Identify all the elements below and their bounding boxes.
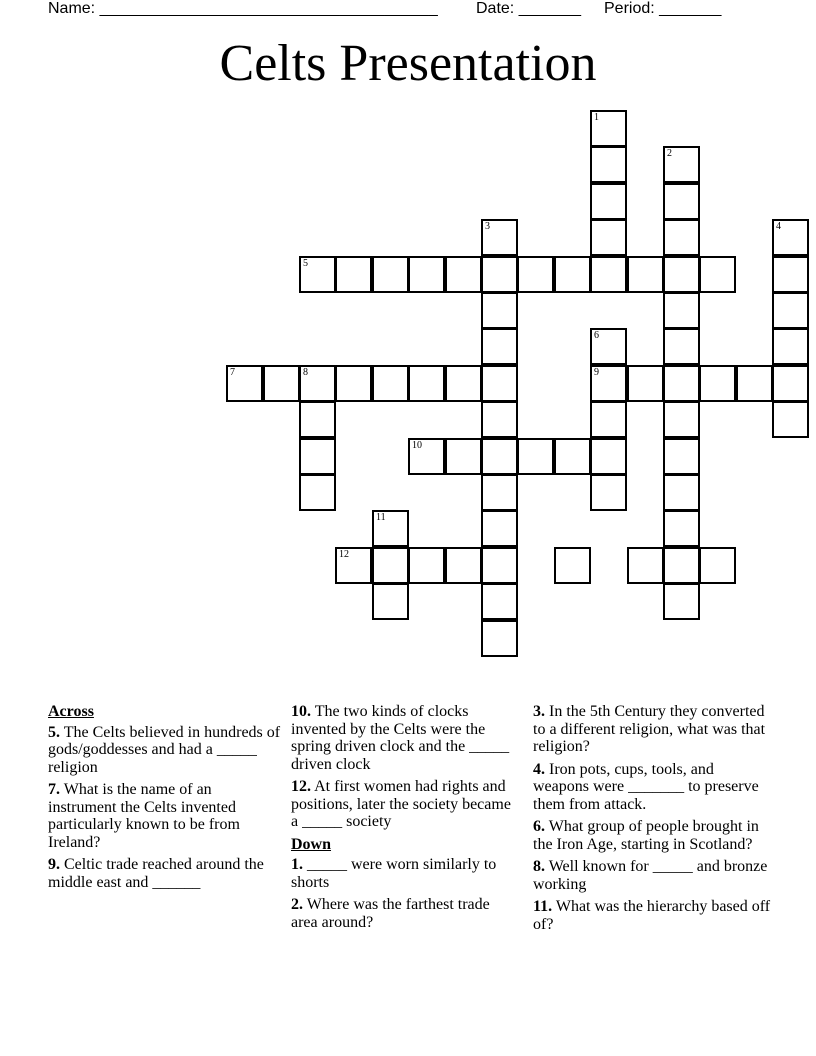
grid-cell[interactable] — [481, 219, 518, 256]
grid-cell[interactable] — [554, 438, 591, 475]
grid-cell[interactable] — [481, 256, 518, 293]
grid-cell[interactable] — [299, 365, 336, 402]
grid-cell[interactable] — [445, 256, 482, 293]
grid-cell[interactable] — [481, 401, 518, 438]
grid-cell[interactable] — [663, 547, 700, 584]
grid-cell[interactable] — [590, 474, 627, 511]
grid-cell[interactable] — [481, 438, 518, 475]
clue-across-10: 10. The two kinds of clocks invented by the Celts were the spring driven clock and the _____ driven clock — [291, 703, 510, 773]
grid-cell[interactable] — [335, 547, 372, 584]
grid-cell[interactable] — [590, 219, 627, 256]
grid-cell[interactable] — [299, 401, 336, 438]
clue-number-label: 8 — [303, 367, 308, 378]
grid-cell[interactable] — [663, 510, 700, 547]
grid-cell[interactable] — [772, 401, 809, 438]
grid-cell[interactable] — [372, 547, 409, 584]
grid-cell[interactable] — [335, 365, 372, 402]
grid-cell[interactable] — [554, 547, 591, 584]
grid-cell[interactable] — [372, 510, 409, 547]
grid-cell[interactable] — [299, 438, 336, 475]
grid-cell[interactable] — [663, 256, 700, 293]
grid-cell[interactable] — [627, 256, 664, 293]
grid-cell[interactable] — [590, 401, 627, 438]
grid-cell[interactable] — [372, 256, 409, 293]
grid-cell[interactable] — [408, 365, 445, 402]
grid-cell[interactable] — [772, 256, 809, 293]
grid-cell[interactable] — [590, 438, 627, 475]
grid-cell[interactable] — [481, 547, 518, 584]
date-field-label: Date: _______ — [476, 0, 581, 17]
clue-number-label: 5 — [303, 258, 308, 269]
grid-cell[interactable] — [481, 510, 518, 547]
grid-cell[interactable] — [699, 365, 736, 402]
clue-down-3: 3. In the 5th Century they converted to a different religion, what was that religion? — [533, 703, 766, 755]
clue-number-label: 2 — [667, 148, 672, 159]
clues-column-1 — [48, 703, 284, 896]
clue-number-label: 6 — [594, 330, 599, 341]
grid-cell[interactable] — [663, 146, 700, 183]
grid-cell[interactable] — [481, 474, 518, 511]
grid-cell[interactable] — [590, 328, 627, 365]
grid-cell[interactable] — [772, 292, 809, 329]
clue-number-label: 9 — [594, 367, 599, 378]
grid-cell[interactable] — [481, 620, 518, 657]
grid-cell[interactable] — [481, 328, 518, 365]
clue-number-label: 1 — [594, 112, 599, 123]
grid-cell[interactable] — [263, 365, 300, 402]
grid-cell[interactable] — [481, 583, 518, 620]
grid-cell[interactable] — [736, 365, 773, 402]
clue-number-label: 11 — [376, 512, 386, 523]
clue-across-12: 12. At first women had rights and positions, later the society became a _____ society — [291, 778, 511, 830]
grid-cell[interactable] — [517, 438, 554, 475]
grid-cell[interactable] — [226, 365, 263, 402]
clue-number-label: 12 — [339, 549, 349, 560]
grid-cell[interactable] — [372, 583, 409, 620]
grid-cell[interactable] — [481, 292, 518, 329]
grid-cell[interactable] — [445, 365, 482, 402]
clue-across-9: 9. Celtic trade reached around the middle east and ______ — [48, 856, 264, 891]
grid-cell[interactable] — [663, 219, 700, 256]
grid-cell[interactable] — [699, 547, 736, 584]
grid-cell[interactable] — [663, 583, 700, 620]
grid-cell[interactable] — [663, 292, 700, 329]
grid-cell[interactable] — [663, 474, 700, 511]
grid-cell[interactable] — [408, 547, 445, 584]
grid-cell[interactable] — [445, 547, 482, 584]
clue-across-5: 5. The Celts believed in hundreds of gods/goddesses and had a _____ religion — [48, 723, 281, 776]
clue-down-4: 4. Iron pots, cups, tools, and weapons were _______ to preserve them from attack. — [533, 760, 759, 813]
clues-column-3 — [533, 703, 773, 938]
clue-number-label: 10 — [412, 440, 422, 451]
grid-cell[interactable] — [408, 438, 445, 475]
grid-cell[interactable] — [590, 183, 627, 220]
grid-cell[interactable] — [554, 256, 591, 293]
grid-cell[interactable] — [772, 219, 809, 256]
page-title: Celts Presentation — [219, 35, 597, 92]
grid-cell[interactable] — [663, 401, 700, 438]
grid-cell[interactable] — [663, 328, 700, 365]
name-field-label: Name: ______________________________________ — [48, 0, 438, 17]
grid-cell[interactable] — [590, 146, 627, 183]
grid-cell[interactable] — [335, 256, 372, 293]
grid-cell[interactable] — [663, 365, 700, 402]
clues-column-2 — [291, 703, 519, 936]
clue-down-6: 6. What group of people brought in the Iron Age, starting in Scotland? — [533, 818, 759, 853]
clue-down-11: 11. What was the hierarchy based off of? — [533, 898, 771, 933]
clue-across-7: 7. What is the name of an instrument the Celts invented particularly known to be from Ireland? — [48, 781, 240, 851]
grid-cell[interactable] — [590, 256, 627, 293]
down-heading: Down — [291, 835, 332, 853]
grid-cell[interactable] — [408, 256, 445, 293]
grid-cell[interactable] — [299, 256, 336, 293]
grid-cell[interactable] — [663, 438, 700, 475]
clue-down-1: 1. _____ were worn similarly to shorts — [291, 856, 497, 891]
grid-cell[interactable] — [517, 256, 554, 293]
grid-cell[interactable] — [772, 328, 809, 365]
clue-down-2: 2. Where was the farthest trade area around? — [291, 896, 490, 931]
clue-down-8: 8. Well known for _____ and bronze working — [533, 858, 768, 893]
grid-cell[interactable] — [445, 438, 482, 475]
grid-cell[interactable] — [590, 110, 627, 147]
period-field-label: Period: _______ — [604, 0, 722, 17]
grid-cell[interactable] — [481, 365, 518, 402]
clue-number-label: 4 — [776, 221, 781, 232]
grid-cell[interactable] — [627, 365, 664, 402]
grid-cell[interactable] — [372, 365, 409, 402]
grid-cell[interactable] — [699, 256, 736, 293]
clue-number-label: 7 — [230, 367, 235, 378]
grid-cell[interactable] — [772, 365, 809, 402]
grid-cell[interactable] — [590, 365, 627, 402]
clue-number-label: 3 — [485, 221, 490, 232]
across-heading: Across — [48, 703, 94, 720]
grid-cell[interactable] — [299, 474, 336, 511]
grid-cell[interactable] — [627, 547, 664, 584]
grid-cell[interactable] — [663, 183, 700, 220]
